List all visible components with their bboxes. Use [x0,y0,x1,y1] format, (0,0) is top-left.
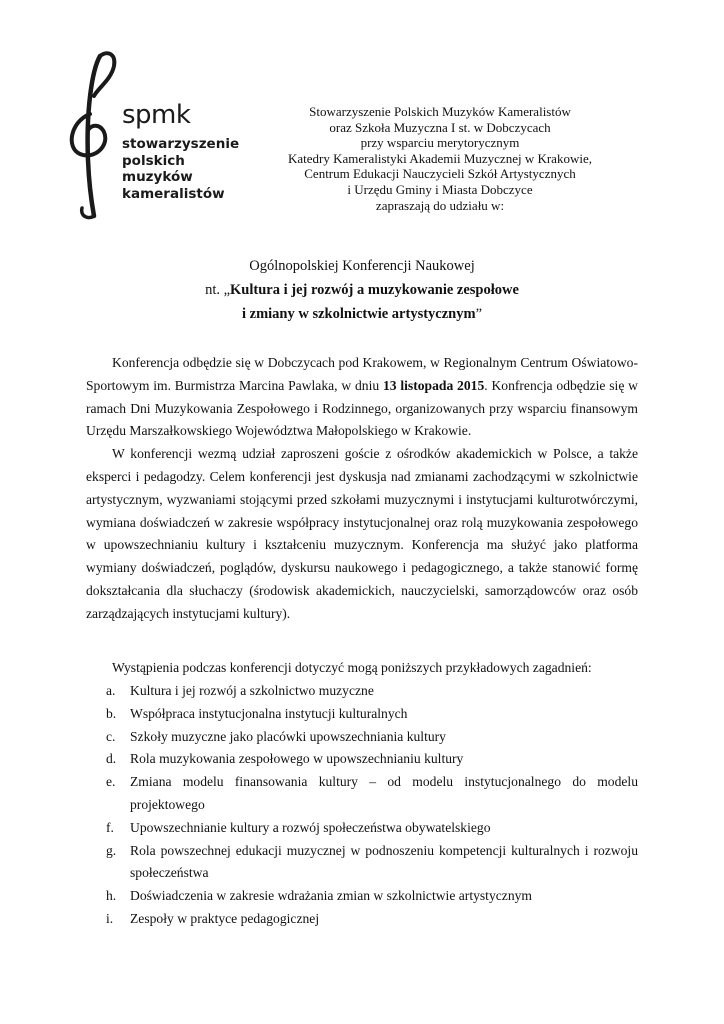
header-line: przy wsparciu merytorycznym [360,135,520,151]
logo-spmk [64,50,244,220]
list-letter: f. [106,819,114,835]
body-text [86,352,638,626]
list-item [86,840,638,886]
list-item [86,885,638,908]
title-line-3 [0,302,724,326]
title-prefix: nt. „ [205,282,231,298]
header-line: Centrum Edukacji Nauczycieli Szkół Artystycznych [304,166,576,182]
logo-word: stowarzyszenie [122,136,240,152]
list-text: Rola powszechnej edukacji muzycznej w podnoszeniu kompetencji kulturalnych i rozwoju społeczeństwa [130,842,638,881]
logo-short-name: spmk [122,100,191,130]
list-text: Zmiana modelu finansowania kultury – od modelu instytucjonalnego do modelu projektowego [130,774,638,812]
topics-intro: Wystąpienia podczas konferencji dotyczyć mogą poniższych przykładowych zagadnień: [112,660,592,675]
list-letter: b. [106,705,117,721]
list-item [86,771,638,817]
list-text: Doświadczenia w zakresie wdrażania zmian w szkolnictwie artystycznym [130,888,532,904]
logo-full-name [122,136,239,202]
list-text: Szkoły muzyczne jako placówki upowszechniania kultury [130,728,446,744]
paragraph-2: W konferencji wezmą udział zaproszeni goście z ośrodków akademickich w Polsce, a także eksperci i pedagodzy. Celem konferencji jest dyskusja nad zmianami zachodzącymi w szkolnictwie artystycznym, wyzwaniami stojącymi przed szkołami muzycznymi i instytucjami kulturotwórczymi, wymiana doświadczeń w zakresie współpracy instytucjonalnej oraz rolą muzykowania zespołowego w upowszechnianiu kultury i kształceniu muzycznym. Konferencja ma służyć jako platforma wymiany doświadczeń, poglądów, dyskursu naukowego i pedagogicznego, a także stanowić formę dokształcania dla słuchaczy (środowisk akademickich, nauczycielski, samorządowców oraz osób zarządzających instytucjami kultury). [86,446,638,621]
list-text: Rola muzykowania zespołowego w upowszechnianiu kultury [130,751,464,767]
list-text: Zespoły w praktyce pedagogicznej [130,910,320,926]
list-item [86,908,638,931]
list-letter: d. [106,751,117,767]
list-item [86,817,638,840]
p1-text-before: Konferencja odbędzie się w Dobczycach pod Krakowem, w Regionalnym Centrum Oświatowo-Sportowym im. Burmistrza Marcina Pawlaka, w dniu [86,355,638,393]
list-letter: h. [106,888,117,904]
list-item [86,726,638,749]
title-bold-1: Kultura i jej rozwój a muzykowanie zespołowe [230,282,519,298]
header-line: Stowarzyszenie Polskich Muzyków Kameralistów [309,104,571,119]
logo-word: polskich [122,152,185,169]
title-suffix: ” [475,306,482,322]
list-item [86,703,638,726]
title-bold-2: i zmiany w szkolnictwie artystycznym [241,306,476,322]
header-line: zapraszają do udziału w: [375,197,505,213]
conference-date: 13 listopada 2015 [382,377,485,393]
logo-word: muzyków [122,169,193,185]
list-letter: a. [106,683,116,698]
p1-text-after: . Konfrencja odbędzie się w ramach Dni Muzykowania Zespołowego i Rodzinnego, organizowanych przy wsparciu finansowym Urzędu Marszałkowskiego Województwa Małopolskiego w Krakowie. [86,377,638,439]
list-letter: c. [106,728,116,744]
topics-list [86,680,638,931]
list-item [86,680,638,703]
header-line: i Urzędu Gminy i Miasta Dobczyce [347,181,533,197]
list-letter: i. [106,910,114,926]
logo-word: kameralistów [122,185,225,202]
list-text: Upowszechnianie kultury a rozwój społeczeństwa obywatelskiego [130,819,491,835]
paragraph-1 [86,352,638,443]
header-line: Katedry Kameralistyki Akademii Muzycznej w Krakowie, [288,150,592,166]
header-line: oraz Szkoła Muzyczna I st. w Dobczycach [329,119,551,135]
list-text: Kultura i jej rozwój a szkolnictwo muzyczne [130,683,374,698]
list-letter: g. [106,842,117,858]
title-line-2 [0,278,724,302]
list-item [86,748,638,771]
conference-title [0,254,724,326]
title-line-1: Ogólnopolskiej Konferencji Naukowej [249,258,475,274]
list-text: Współpraca instytucjonalna instytucji kulturalnych [130,705,408,721]
organizers-header [250,104,630,213]
list-letter: e. [106,774,116,790]
